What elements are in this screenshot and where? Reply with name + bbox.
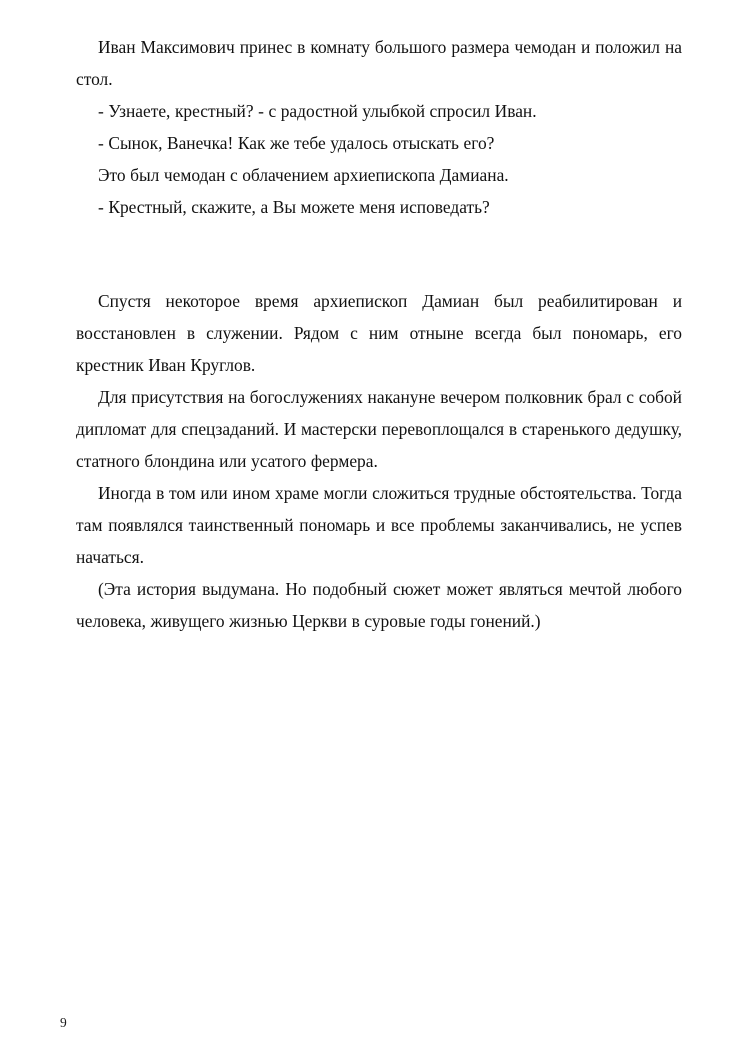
paragraph-8: Иногда в том или ином храме могли сложиться трудные обстоятельства. Тогда там появлялся таинственный пономарь и все проблемы заканчивались, не успев начаться. [76, 483, 682, 567]
paragraph-1: Иван Максимович принес в комнату большого размера чемодан и положил на стол. [76, 37, 682, 89]
paragraph-2-dialogue: - Узнаете, крестный? - с радостной улыбкой спросил Иван. [98, 101, 537, 121]
paragraph-4-dialogue: Это был чемодан с облачением архиепископа Дамиана. [98, 165, 509, 185]
paragraph-7: Для присутствия на богослужениях накануне вечером полковник брал с собой дипломат для спецзаданий. И мастерски перевоплощался в старенького дедушку, статного блондина или усатого фермера. [76, 387, 682, 471]
paragraph-3-dialogue: - Сынок, Ванечка! Как же тебе удалось отыскать его? [98, 133, 495, 153]
paragraph-6: Спустя некоторое время архиепископ Дамиан был реабилитирован и восстановлен в служении. Рядом с ним отныне всегда был пономарь, его крестник Иван Круглов. [76, 291, 682, 375]
paragraph-block-separator [76, 223, 682, 285]
paragraph-5-dialogue: - Крестный, скажите, а Вы можете меня исповедать? [98, 197, 490, 217]
document-text-column [76, 31, 682, 637]
page-number: 9 [60, 1015, 67, 1030]
paragraph-9: (Эта история выдумана. Но подобный сюжет может являться мечтой любого человека, живущего жизнью Церкви в суровые годы гонений.) [76, 579, 682, 631]
